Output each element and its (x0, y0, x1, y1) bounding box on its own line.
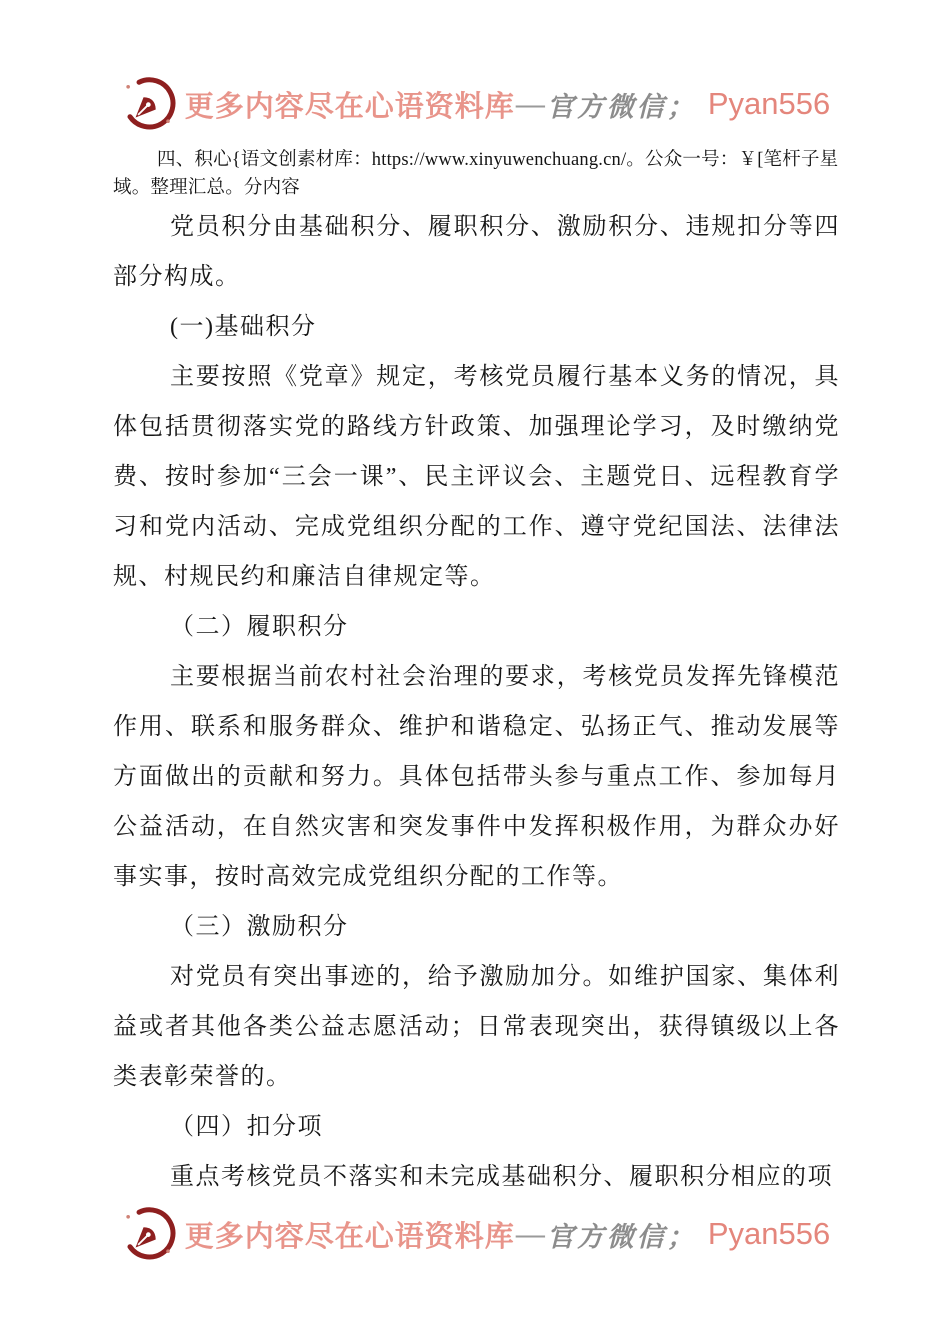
watermark-wechat-label: 官方微信； (546, 1221, 697, 1252)
watermark-wechat-label: 官方微信； (546, 91, 697, 122)
watermark-wechat-id: Pyan556 (707, 86, 831, 121)
watermark-wechat-id: Pyan556 (707, 1216, 831, 1251)
header-watermark (0, 72, 950, 136)
watermark-brand-text: 更多内容尽在心语资料库 (184, 90, 515, 123)
watermark-separator: — (515, 1217, 545, 1250)
pen-circle-logo-icon (120, 1205, 178, 1263)
document-paragraph: （二）履职积分 (170, 614, 349, 640)
document-body (113, 202, 840, 1202)
watermark-separator: — (515, 87, 545, 120)
document-paragraph: 主要根据当前农村社会治理的要求，考核党员发挥先锋模范作用、联系和服务群众、维护和谐稳定、弘扬正气、推动发展等方面做出的贡献和努力。具体包括带头参与重点工作、参加每月公益活动，在自然灾害和突发事件中发挥积极作用，为群众办好事实事，按时高效完成党组织分配的工作等。 (113, 664, 840, 890)
document-paragraph: （四）扣分项 (170, 1114, 323, 1140)
document-paragraph: （三）激励积分 (170, 914, 349, 940)
footer-watermark (0, 1202, 950, 1266)
document-paragraph: 主要按照《党章》规定，考核党员履行基本义务的情况，具体包括贯彻落实党的路线方针政策、加强理论学习，及时缴纳党费、按时参加“三会一课”、民主评议会、主题党日、远程教育学习和党内活动、完成党组织分配的工作、遵守党纪国法、法律法规、村规民约和廉洁自律规定等。 (113, 364, 840, 590)
document-paragraph: (一)基础积分 (170, 314, 317, 340)
document-paragraph: 党员积分由基础积分、履职积分、激励积分、违规扣分等四部分构成。 (113, 214, 840, 290)
watermark-brand-text: 更多内容尽在心语资料库 (184, 1220, 515, 1253)
source-note: 四、积心{语文创素材库：https://www.xinyuwenchuang.cn/。公众一号：￥[笔杆子星域。整理汇总。分内容 (113, 150, 839, 198)
document-paragraph: 对党员有突出事迹的，给予激励加分。如维护国家、集体利益或者其他各类公益志愿活动；日常表现突出，获得镇级以上各类表彰荣誉的。 (113, 964, 840, 1090)
document-paragraph: 重点考核党员不落实和未完成基础积分、履职积分相应的项 (170, 1164, 833, 1190)
pen-circle-logo-icon (120, 75, 178, 133)
